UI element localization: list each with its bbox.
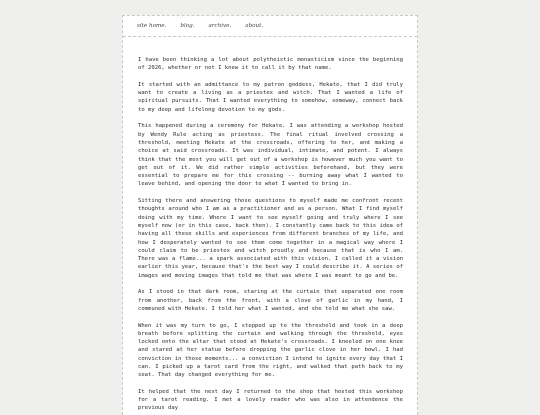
post-paragraph: When it was my turn to go, I stepped up to the threshold and took in a deep breath before splitting the curtain and walking through the threshold, eyes locked onto the altar that stood at Hekate's crossroads. I kneeled on one knee and stared at her statue before dropping the garlic clove in her bowl. I had conviction in those moments... a conviction I intend to ignite every day that I can. I picked up a tarot card from the right, and walked that path back to my seat. That day changed everything for me. [138, 322, 403, 379]
nav-archive[interactable]: archive. [208, 23, 232, 29]
nav-site-home[interactable]: site home. [137, 23, 167, 29]
post-paragraph: I have been thinking a lot about polytheistic monasticism since the beginning of 2026, whether or not I knew it to call it by that name. [138, 57, 403, 72]
blog-post [123, 37, 417, 413]
post-paragraph: As I stood in that dark room, staring at the curtain that separated one room from another, back from the front, with a clove of garlic in my hand, I communed with Hekate. I told her what I wanted, and she told me what she saw. [138, 289, 403, 312]
post-paragraph: It helped that the next day I returned to the shop that hosted this workshop for a tarot reading. I met a lovely reader who was also in attendence the previous day [138, 388, 403, 412]
nav-blog[interactable]: blog. [180, 23, 195, 29]
nav-about[interactable]: about. [245, 23, 264, 29]
post-paragraph: This happened during a ceremony for Hekate. I was attending a workshop hosted by Wendy Rule acting as priestess. The final ritual involved crossing a threshold, meeting Hekate at the crossroads, offering to her, and making a choice at said crossroads. It was individual, intimate, and potent. I always think that the most you will get out of a workshop is however much you want to get out of it. We did rather simple activities beforehand, but they were essential to prepare me for this crossing -- burning away what I wanted to leave behind, and opening the door to what I wanted to bring in. [138, 123, 403, 188]
post-paragraph: It started with an admittance to my patron goddess, Hekate, that I did truly want to create a living as a priestex and witch. That I wanted a life of spiritual pursuits. That I wanted everything to somehow, someway, connect back to my deep and lifelong devotion to my gods. [138, 81, 403, 113]
site-nav [123, 16, 417, 37]
page-column [122, 15, 418, 415]
post-paragraph: Sitting there and answering those questions to myself made me confront recent thoughts around who I am as a practitioner and as a person. What I find myself doing with my time. Where I want to see myself going and truly where I see myself now (or in this case, back then). I constantly came back to this idea of having all these skills and experiences from different branches of my life, and how I desperately wanted to see them come together in a magical way where I could claim to be priestex and witch proudly and because that is who I am. There was a flame... a spark associated with this vision. I called it a vision earlier this year, because that's the best way I could describe it. A series of images and moving images that told me that was where I was meant to go and be. [138, 198, 403, 279]
